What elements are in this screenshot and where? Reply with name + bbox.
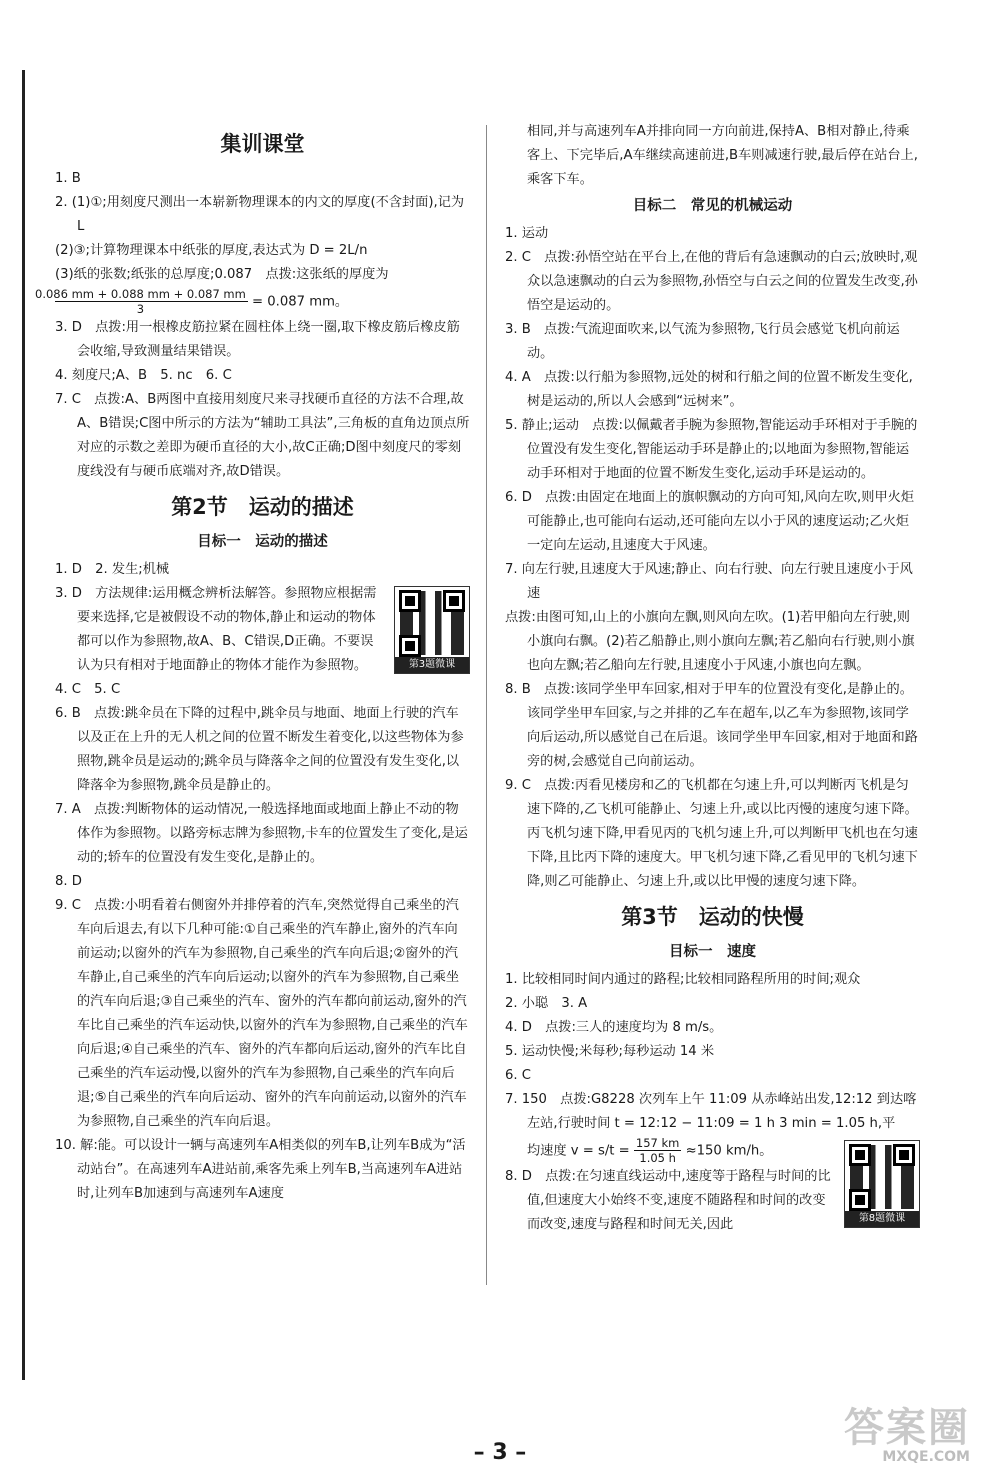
answer-item: 9. C 点拨:小明看着右侧窗外并排停着的汽车,突然觉得自己乘坐的汽车向后退去,有以下几种可能:①自己乘坐的汽车静止,窗外的汽车向前运动;以窗外的汽车为参照物,自己乘坐的汽车向后退;②窗外的汽车静止,自己乘坐的汽车向后运动;以窗外的汽车为参照物,自己乘坐的汽车向后退;③自己乘坐的汽车、窗外的汽车都向前运动,窗外的汽车比自己乘坐的汽车运动快,以窗外的汽车为参照物,自己乘坐的汽车向后退;④自己乘坐的汽车、窗外的汽车都向后运动,窗外的汽车比自己乘坐的汽车运动慢,以窗外的汽车为参照物,自己乘坐的汽车向后退;⑤自己乘坐的汽车向后运动、窗外的汽车向前运动,以窗外的汽车为参照物,自己乘坐的汽车向后退。 <box>55 898 468 1129</box>
subsection-title: 目标二 常见的机械运动 <box>632 198 793 214</box>
qr-finder <box>849 1144 871 1166</box>
section-title-motion-description: 第2节 运动的描述 <box>171 495 354 519</box>
answer-item: 8. B 点拨:该同学坐甲车回家,相对于甲车的位置没有变化,是静止的。该同学坐甲车回家,与之并排的乙车在超车,以乙车为参照物,该同学向后运动,所以感觉自己在后退。该同学坐甲车回家,相对于地面和路旁的树,会感觉自己向前运动。 <box>505 682 918 769</box>
qr-caption: 第3题微课 <box>395 657 469 673</box>
answer-item: 4. A 点拨:以行船为参照物,远处的树和行船之间的位置不断发生变化,树是运动的,所以人会感到“远树来”。 <box>505 370 913 409</box>
page-number: – 3 – <box>473 1440 527 1465</box>
fraction <box>634 1136 681 1165</box>
answer-item: 7. 向左行驶,且速度大于风速;静止、向右行驶、向左行驶且速度小于风速 <box>505 562 913 601</box>
qr-code[interactable] <box>844 1140 920 1228</box>
formula-result: = 0.087 mm。 <box>252 294 349 310</box>
qr-finder <box>849 1189 871 1211</box>
continued-text: 相同,并与高速列车A并排向同一方向前进,保持A、B相对静止,待乘客上、下完毕后,A车继续高速前进,B车则减速行驶,最后停在站台上,乘客下车。 <box>527 124 918 187</box>
watermark-url: MXQE.COM <box>882 1449 970 1465</box>
answer-item: (2)③;计算物理课本中纸张的厚度,表达式为 D = 2L/n <box>55 243 368 258</box>
formula-line <box>35 287 470 316</box>
right-column <box>505 120 920 1237</box>
answer-item: 8. D <box>55 874 82 889</box>
answer-item: 1. 运动 <box>505 226 549 241</box>
answer-item: 4. C 5. C <box>55 682 121 697</box>
qr-finder <box>443 590 465 612</box>
qr-caption: 第8题微课 <box>845 1211 919 1227</box>
column-divider <box>486 125 487 1285</box>
answer-item: 6. C <box>505 1068 531 1083</box>
qr-finder <box>399 590 421 612</box>
fraction-numerator: 0.086 mm + 0.088 mm + 0.087 mm <box>35 287 246 301</box>
fraction-denominator: 1.05 h <box>639 1151 676 1165</box>
answer-item: 2. (1)①;用刻度尺测出一本崭新物理课本的内文的厚度(不含封面),记为 L <box>55 195 465 234</box>
answer-item: (3)纸的张数;纸张的总厚度;0.087 点拨:这张纸的厚度为 <box>55 267 389 282</box>
qr-finder <box>399 635 421 657</box>
section-title-speed: 第3节 运动的快慢 <box>621 905 804 929</box>
answer-item: 7. C 点拨:A、B两图中直接用刻度尺来寻找硬币直径的方法不合理,故A、B错误;C图中所示的方法为“辅助工具法”,三角板的直角边顶点所对应的示数之差即为硬币直径的大小,故C正确;D图中刻度尺的零刻度线没有与硬币底端对齐,故D错误。 <box>55 392 470 479</box>
fraction-numerator: 157 km <box>635 1136 680 1150</box>
qr-finder <box>893 1144 915 1166</box>
answer-item: 4. D 点拨:三人的速度均为 8 m/s。 <box>505 1020 723 1035</box>
answer-item: 8. D 点拨:在匀速直线运动中,速度等于路程与时间的比值,但速度大小始终不变,速度不随路程和时间的改变而改变,速度与路程和时间无关,因此 <box>505 1169 831 1232</box>
formula-result: ≈150 km/h。 <box>685 1143 773 1159</box>
answer-item: 10. 解:能。可以设计一辆与高速列车A相类似的列车B,让列车B成为“活动站台”。在高速列车A进站前,乘客先乘上列车B,当高速列车A进站时,让列车B加速到与高速列车A速度 <box>55 1138 466 1201</box>
answer-item: 1. B <box>55 171 81 186</box>
answer-item: 6. D 点拨:由固定在地面上的旗帜飘动的方向可知,风向左吹,则甲火炬可能静止,也可能向右运动,还可能向左以小于风的速度运动;乙火炬一定向左运动,且速度大于风速。 <box>505 490 915 553</box>
fraction-denominator: 3 <box>136 302 145 316</box>
left-column <box>35 125 470 1206</box>
fraction <box>35 287 248 316</box>
answer-item: 7. 150 点拨:G8228 次列车上午 11:09 从赤峰站出发,12:12 到达喀左站,行驶时间 t = 12:12 − 11:09 = 1 h 3 min = 1.05 h,平 <box>505 1092 917 1131</box>
answer-item: 4. 刻度尺;A、B 5. nc 6. C <box>55 368 232 383</box>
answer-item: 9. C 点拨:丙看见楼房和乙的飞机都在匀速上升,可以判断丙飞机是匀速下降的,乙飞机可能静止、匀速上升,或以比丙慢的速度匀速下降。丙飞机匀速下降,甲看见丙的飞机匀速上升,可以判断甲飞机也在匀速下降,且比丙下降的速度大。甲飞机匀速下降,乙看见甲的飞机匀速下降,则乙可能静止、匀速上升,或以比甲慢的速度匀速下降。 <box>505 778 918 889</box>
answer-item: 6. B 点拨:跳伞员在下降的过程中,跳伞员与地面、地面上行驶的汽车以及正在上升的无人机之间的位置不断发生着变化,以这些物体为参照物,跳伞员是运动的;跳伞员与降落伞之间的位置没有发生变化,以降落伞为参照物,跳伞员是静止的。 <box>55 706 464 793</box>
answer-note: 点拨:由图可知,山上的小旗向左飘,则风向左吹。(1)若甲船向左行驶,则小旗向右飘。(2)若乙船静止,则小旗向左飘;若乙船向右行驶,则小旗也向左飘;若乙船向左行驶,且速度小于风速,小旗也向左飘。 <box>505 610 915 673</box>
qr-code[interactable] <box>394 586 470 674</box>
answer-item: 3. D 点拨:用一根橡皮筋拉紧在圆柱体上绕一圈,取下橡皮筋后橡皮筋会收缩,导致测量结果错误。 <box>55 320 460 359</box>
answer-item: 7. A 点拨:判断物体的运动情况,一般选择地面或地面上静止不动的物体作为参照物。以路旁标志牌为参照物,卡车的位置发生了变化,是运动的;轿车的位置没有发生变化,是静止的。 <box>55 802 468 865</box>
answer-item: 3. B 点拨:气流迎面吹来,以气流为参照物,飞行员会感觉飞机向前运动。 <box>505 322 900 361</box>
answer-item: 5. 运动快慢;米每秒;每秒运动 14 米 <box>505 1044 715 1059</box>
subsection-title: 目标一 运动的描述 <box>197 534 328 550</box>
answer-item: 1. D 2. 发生;机械 <box>55 562 170 577</box>
section-title-training: 集训课堂 <box>220 132 305 156</box>
answer-item: 2. C 点拨:孙悟空站在平台上,在他的背后有急速飘动的白云;放映时,观众以急速飘动的白云为参照物,孙悟空与白云之间的位置发生改变,孙悟空是运动的。 <box>505 250 918 313</box>
subsection-title: 目标一 速度 <box>669 944 756 960</box>
answer-item: 2. 小聪 3. A <box>505 996 588 1011</box>
answer-item: 1. 比较相同时间内通过的路程;比较相同路程所用的时间;观众 <box>505 972 861 987</box>
answer-item: 5. 静止;运动 点拨:以佩戴者手腕为参照物,智能运动手环相对于手腕的位置没有发生变化,智能运动手环是静止的;以地面为参照物,智能运动手环相对于地面的位置不断发生变化,运动手环是运动的。 <box>505 418 918 481</box>
answer-item: 3. D 方法规律:运用概念辨析法解答。参照物应根据需要来选择,它是被假设不动的物体,静止和运动的物体都可以作为参照物,故A、B、C错误,D正确。不要误认为只有相对于地面静止的物体才能作为参照物。 <box>55 586 377 673</box>
binding-edge <box>22 70 25 1380</box>
watermark-logo: 答案圈 <box>844 1405 970 1451</box>
formula-prefix: 均速度 v = s/t = <box>527 1143 630 1159</box>
